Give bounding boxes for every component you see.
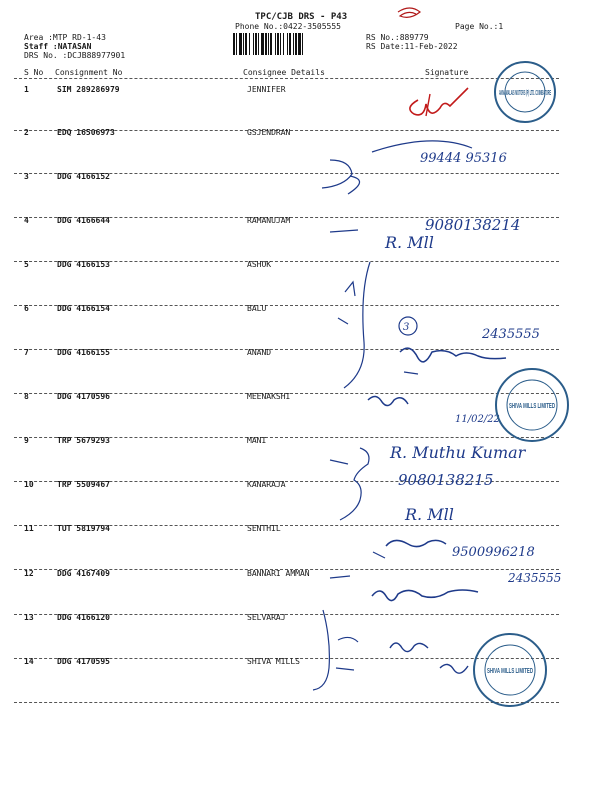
col-signature: Signature — [425, 68, 469, 77]
row-consignment: DDG 4166155 — [57, 348, 110, 357]
row-consignment: DDG 4166153 — [57, 260, 110, 269]
row-consignee: SENTHIL — [247, 524, 281, 533]
row-consignment: TRP 5679293 — [57, 436, 110, 445]
row-divider — [14, 702, 559, 703]
row-consignment: DDG 4167409 — [57, 569, 110, 578]
table-row — [14, 348, 559, 394]
rs-number: RS No.:889779 — [366, 33, 429, 42]
table-row — [14, 436, 559, 482]
col-consignee: Consignee Details — [243, 68, 325, 77]
handwritten-signer-1: R. Mll — [385, 233, 434, 252]
row-sno: 9 — [24, 436, 29, 445]
row-sno: 11 — [24, 524, 34, 533]
row-consignee: SHIVA MILLS — [247, 657, 300, 666]
area-label: Area :MTP RD-1-43 — [24, 33, 106, 42]
row-sno: 8 — [24, 392, 29, 401]
row-consignment: DDG 4170595 — [57, 657, 110, 666]
row-sno: 4 — [24, 216, 29, 225]
handwritten-number-4: 2435555 — [508, 571, 562, 585]
drs-number: DRS No. :DCJB88977901 — [24, 51, 126, 60]
handwritten-signer-2: R. Mll — [405, 505, 454, 524]
handwritten-date: 11/02/22 — [455, 414, 500, 425]
handwritten-name: R. Muthu Kumar — [390, 443, 526, 462]
row-sno: 13 — [24, 613, 34, 622]
table-row — [14, 480, 559, 526]
table-row — [14, 172, 559, 218]
row-consignee: JENNIFER — [247, 85, 286, 94]
col-sno: S No — [24, 68, 44, 77]
row-sno: 5 — [24, 260, 29, 269]
row-consignment: DDG 4170596 — [57, 392, 110, 401]
row-sno: 6 — [24, 304, 29, 313]
table-row — [14, 524, 559, 570]
table-row — [14, 216, 559, 262]
row-sno: 7 — [24, 348, 29, 357]
page-number: Page No.:1 — [455, 22, 504, 31]
row-consignee: ANAND — [247, 348, 272, 357]
phone-number: Phone No.:0422-3505555 — [235, 22, 341, 31]
table-row — [14, 304, 559, 350]
rs-date: RS Date:11-Feb-2022 — [366, 42, 458, 51]
row-consignee: BALU — [247, 304, 267, 313]
handwritten-number-3: 2435555 — [482, 327, 540, 342]
row-consignee: KANARAJA — [247, 480, 286, 489]
row-sno: 2 — [24, 128, 29, 137]
stamp-3-text: SHIVA MILLS LIMITED — [487, 668, 533, 675]
circled-number: 3 — [403, 322, 410, 333]
row-consignment: EDQ 16506973 — [57, 128, 115, 137]
stamp-1-text: ANNAMALAIS MOTORS (P) LTD. COIMBATORE — [499, 90, 552, 97]
table-row — [14, 657, 559, 703]
table-row — [14, 613, 559, 659]
row-sno: 1 — [24, 85, 29, 94]
barcode-bar — [303, 33, 305, 55]
row-consignment: DDG 4166644 — [57, 216, 110, 225]
row-consignment: SIM 289286979 — [57, 85, 120, 94]
row-consignment: DDG 4166154 — [57, 304, 110, 313]
table-row — [14, 85, 559, 131]
stamp-2-text: SHIVA MILLS LIMITED — [509, 403, 555, 410]
table-row — [14, 392, 559, 438]
corner-scribble — [398, 8, 420, 17]
row-sno: 14 — [24, 657, 34, 666]
row-consignment: TRP 5509467 — [57, 480, 110, 489]
row-consignee: GSJENDRAN — [247, 128, 291, 137]
sheet-title: TPC/CJB DRS - P43 — [255, 12, 348, 22]
row-consignee: MEENAKSHI — [247, 392, 291, 401]
staff-label: Staff :NATASAN — [24, 42, 92, 51]
row-consignment: DDG 4166152 — [57, 172, 110, 181]
row-consignee: RAMANUJAM — [247, 216, 291, 225]
row-consignment: TUT 5819794 — [57, 524, 110, 533]
col-consignment: Consignment No — [55, 68, 123, 77]
handwritten-phone-4: 9500996218 — [452, 545, 535, 560]
row-sno: 10 — [24, 480, 34, 489]
handwritten-phone-1: 99444 95316 — [420, 151, 507, 166]
header-divider — [14, 78, 559, 79]
table-row — [14, 569, 562, 615]
table-row — [14, 128, 559, 174]
table-row — [14, 260, 559, 306]
handwritten-phone-2: 9080138214 — [425, 216, 521, 234]
row-consignee: ASHOK — [247, 260, 272, 269]
row-consignee: SELVARAJ — [247, 613, 286, 622]
handwritten-phone-3: 9080138215 — [398, 471, 494, 489]
row-sno: 3 — [24, 172, 29, 181]
row-consignee: MANI — [247, 436, 267, 445]
row-consignee: BANNARI AMMAN — [247, 569, 310, 578]
row-consignment: DDG 4166120 — [57, 613, 110, 622]
row-sno: 12 — [24, 569, 34, 578]
barcode — [233, 33, 356, 55]
